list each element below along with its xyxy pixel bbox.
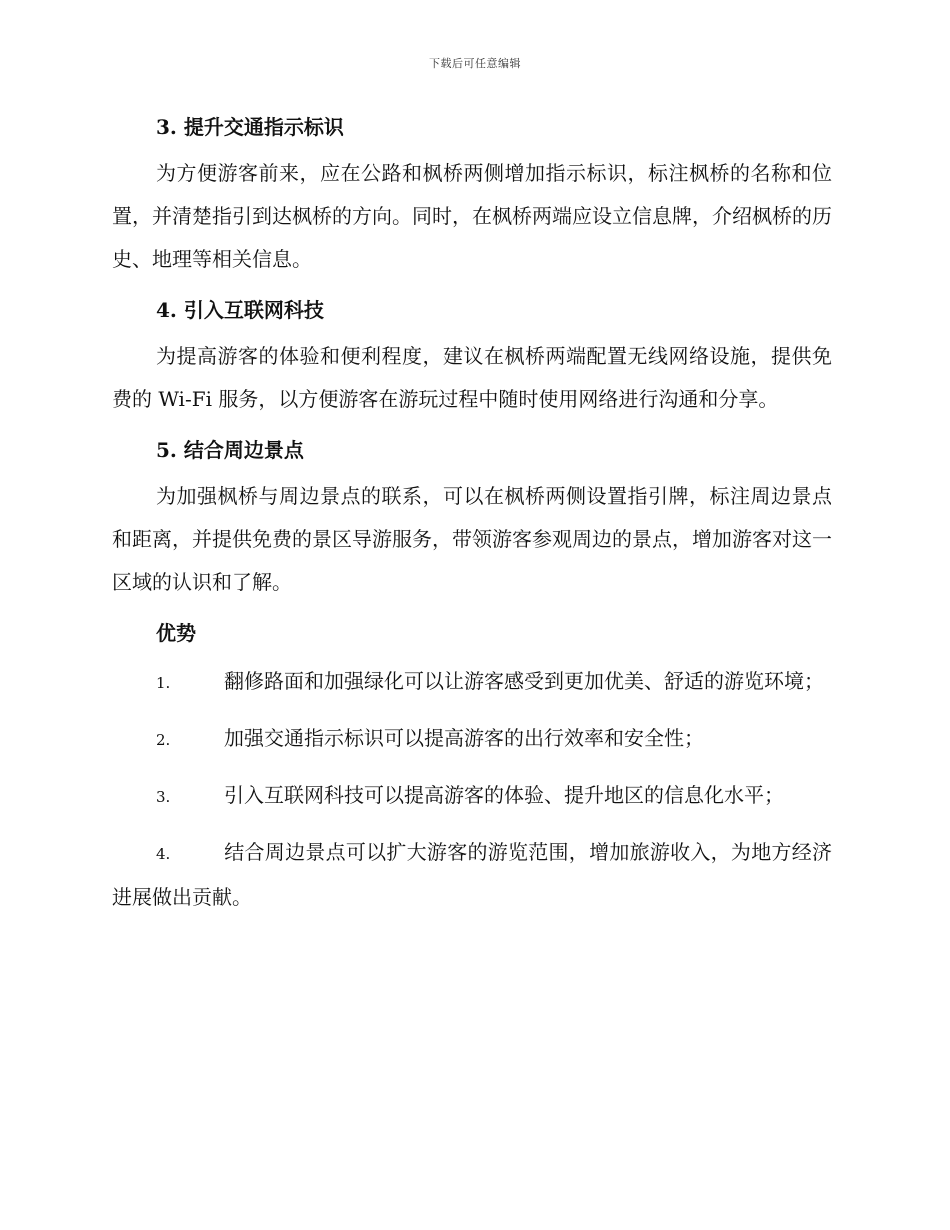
document-body [112,110,832,931]
section-heading: 3. 提升交通指示标识 [156,115,344,139]
list-item-text: 结合周边景点可以扩大游客的游览范围，增加旅游收入，为地方经济进展做出贡献。 [112,840,832,909]
advantages-heading: 优势 [156,621,196,645]
list-item-number: 1. [156,674,171,692]
section-heading: 5. 结合周边景点 [156,438,304,462]
section-paragraph: 为加强枫桥与周边景点的联系，可以在枫桥两侧设置指引牌，标注周边景点和距离，并提供免费的景区导游服务，带领游客参观周边的景点，增加游客对这一区域的认识和了解。 [112,484,832,594]
list-item-text: 引入互联网科技可以提高游客的体验、提升地区的信息化水平； [224,783,784,807]
section-paragraph: 为方便游客前来，应在公路和枫桥两侧增加指示标识，标注枫桥的名称和位置，并清楚指引到达枫桥的方向。同时，在枫桥两端应设立信息牌，介绍枫桥的历史、地理等相关信息。 [112,161,832,271]
list-item [112,774,832,819]
list-item [112,831,832,919]
list-item [112,717,832,762]
list-item [112,660,832,705]
list-item-number: 3. [156,788,171,806]
header-note: 下载后可任意编辑 [429,57,521,70]
list-item-text: 加强交通指示标识可以提高游客的出行效率和安全性； [224,726,704,750]
list-item-number: 4. [156,845,171,863]
section-heading: 4. 引入互联网科技 [156,298,324,322]
list-item-text: 翻修路面和加强绿化可以让游客感受到更加优美、舒适的游览环境； [224,669,824,693]
section-paragraph: 为提高游客的体验和便利程度，建议在枫桥两端配置无线网络设施，提供免费的 Wi-Fi 服务，以方便游客在游玩过程中随时使用网络进行沟通和分享。 [112,344,832,411]
list-item-number: 2. [156,731,171,749]
